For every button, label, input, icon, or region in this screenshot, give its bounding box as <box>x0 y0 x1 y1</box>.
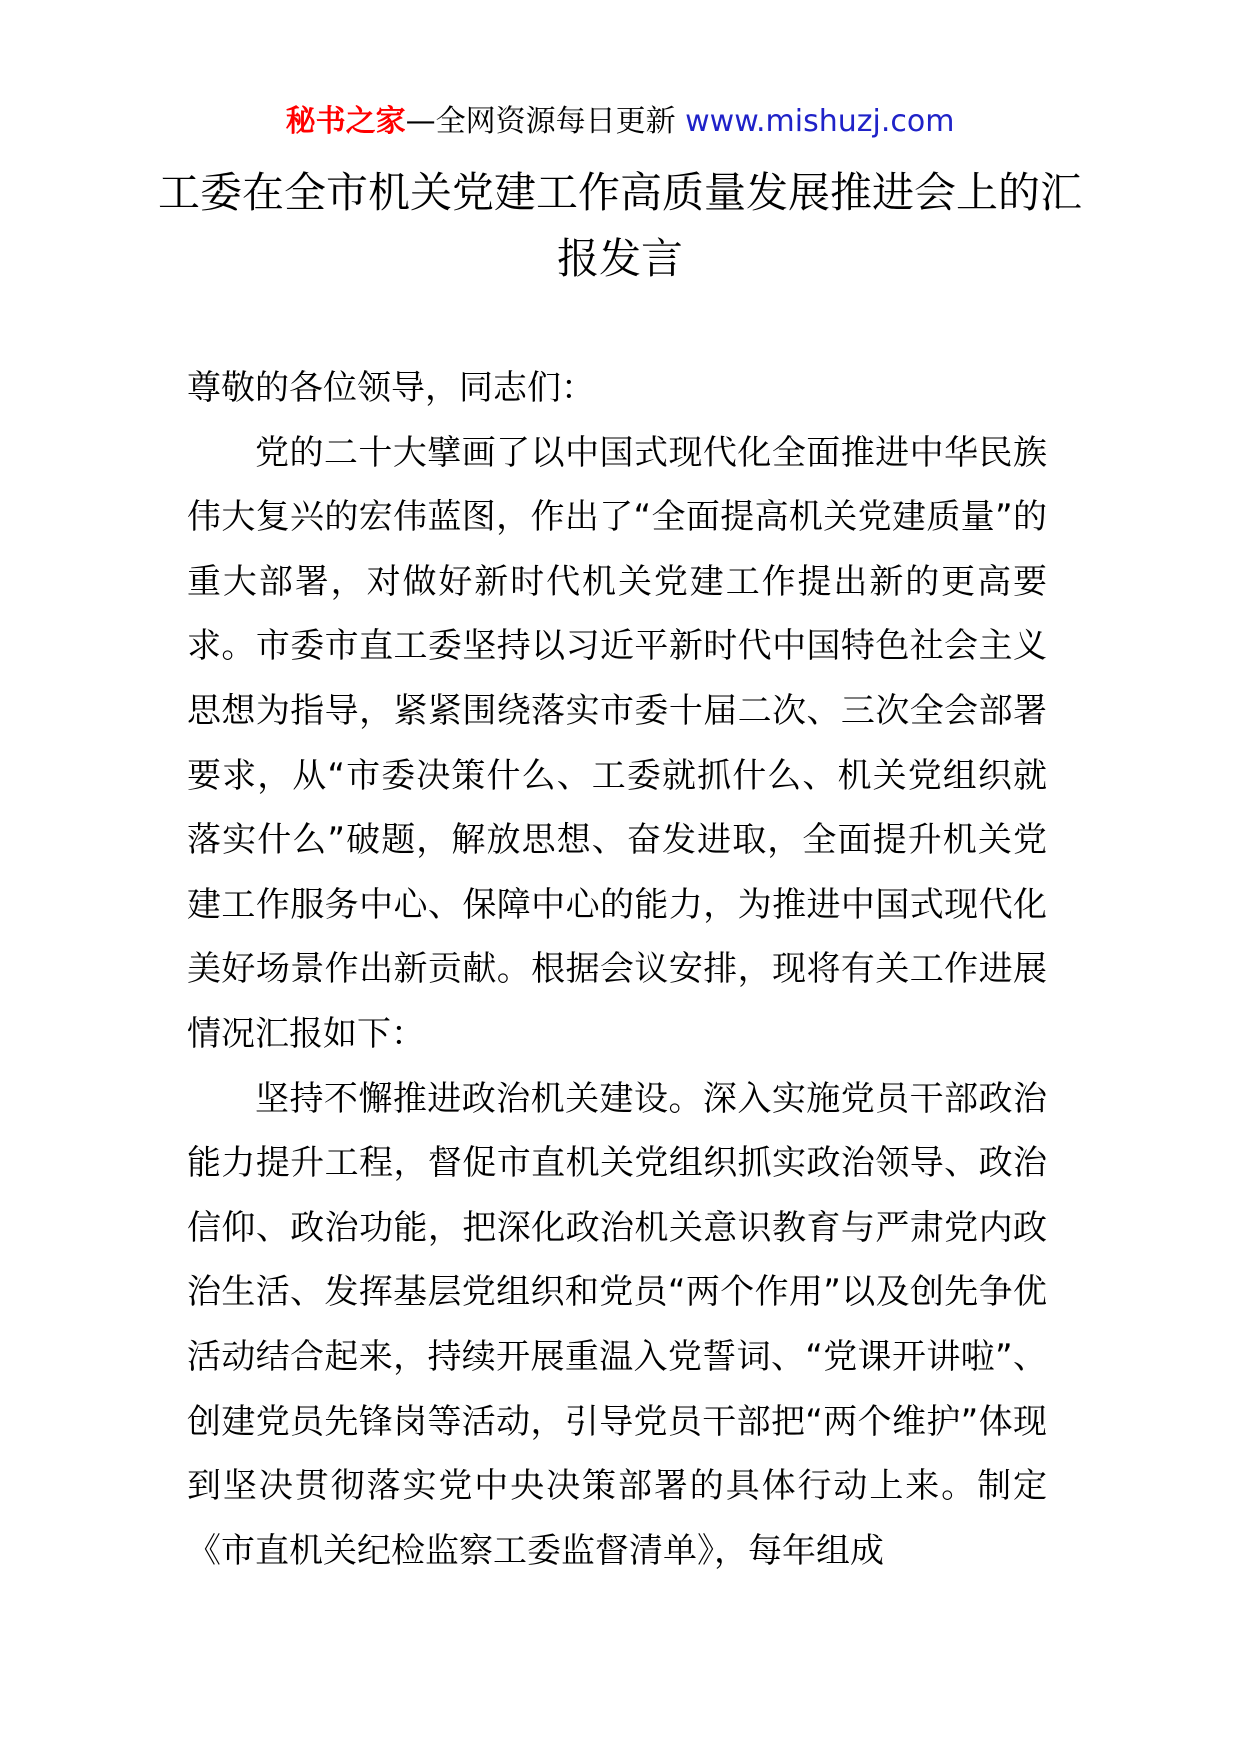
site-url-link[interactable]: www.mishuzj.com <box>685 104 955 139</box>
document-body <box>187 356 1047 1583</box>
site-brand-name: 秘书之家 <box>285 104 406 139</box>
salutation: 尊敬的各位领导，同志们： <box>187 368 595 408</box>
site-tagline: —全网资源每日更新 <box>405 104 686 139</box>
body-paragraph-1: 党的二十大擘画了以中国式现代化全面推进中华民族伟大复兴的宏伟蓝图，作出了“全面提高机关党建质量”的重大部署，对做好新时代机关党建工作提出新的更高要求。市委市直工委坚持以习近平新时代中国特色社会主义思想为指导，紧紧围绕落实市委十届二次、三次全会部署要求，从“市委决策什么、工委就抓什么、机关党组织就落实什么”破题，解放思想、奋发进取，全面提升机关党建工作服务中心、保障中心的能力，为推进中国式现代化美好场景作出新贡献。根据会议安排，现将有关工作进展情况汇报如下： <box>187 432 1047 1054</box>
document-title: 工委在全市机关党建工作高质量发展推进会上的汇报发言 <box>157 168 1082 283</box>
site-header-banner <box>0 100 1240 144</box>
body-paragraph-2: 坚持不懈推进政治机关建设。深入实施党员干部政治能力提升工程，督促市直机关党组织抓实政治领导、政治信仰、政治功能，把深化政治机关意识教育与严肃党内政治生活、发挥基层党组织和党员“两个作用”以及创先争优活动结合起来，持续开展重温入党誓词、“党课开讲啦”、创建党员先锋岗等活动，引导党员干部把“两个维护”体现到坚决贯彻落实党中央决策部署的具体行动上来。制定《市直机关纪检监察工委监督清单》，每年组成 <box>187 1078 1047 1571</box>
